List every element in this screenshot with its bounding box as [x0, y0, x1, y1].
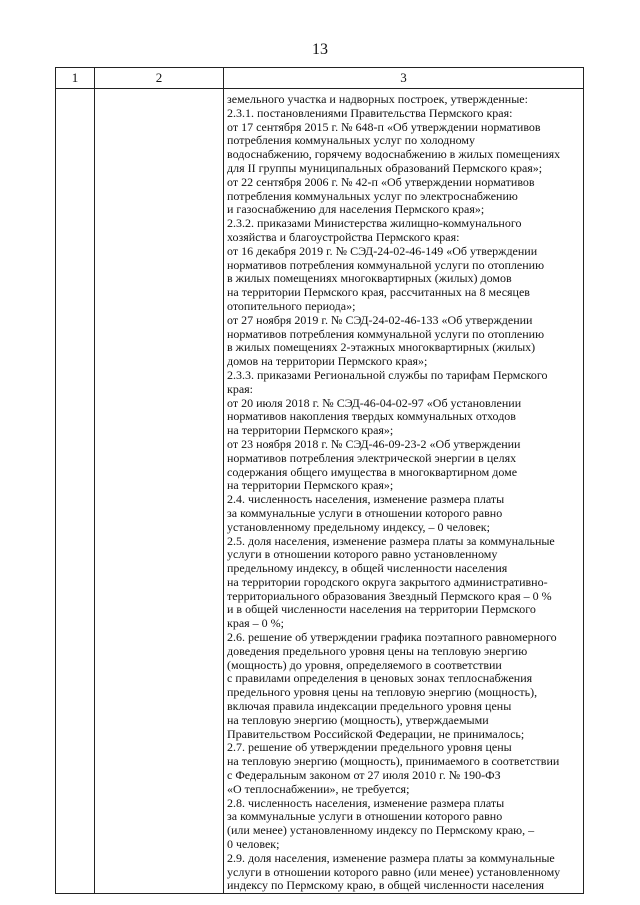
text-line: и газоснабжению для населения Пермского края»; — [227, 203, 485, 217]
text-line: отопительного периода»; — [227, 299, 356, 313]
text-line: потребления коммунальных услуг по холодному — [227, 134, 476, 148]
text-line: потребления коммунальных услуг по электроснабжению — [227, 189, 518, 203]
text-line: на тепловую энергию (мощность), утверждаемыми — [227, 713, 489, 727]
text-line: 2.7. решение об утверждении предельного уровня цены — [227, 741, 512, 755]
text-line: 0 человек; — [227, 838, 280, 852]
text-line: за коммунальные услуги в отношении которого равно — [227, 506, 503, 520]
text-line: на территории Пермского края»; — [227, 479, 394, 493]
text-line: земельного участка и надворных построек, утвержденные: — [227, 93, 528, 106]
text-line: в жилых помещениях многоквартирных (жилых) домов — [227, 272, 512, 286]
text-line: от 23 ноября 2018 г. № СЭД-46-09-23-2 «Об утверждении — [227, 437, 521, 451]
table-header-row — [56, 68, 584, 89]
text-line: услуги в отношении которого равно (или менее) установленному — [227, 865, 561, 879]
text-line: нормативов потребления электрической энергии в целях — [227, 451, 517, 465]
text-line: с правилами определения в ценовых зонах теплоснабжения — [227, 672, 533, 686]
column-1-cell — [56, 89, 95, 894]
text-line: от 22 сентября 2006 г. № 42-п «Об утверждении нормативов — [227, 175, 535, 189]
text-line: на территории городского округа закрытого административно- — [227, 575, 548, 589]
text-line: домов на территории Пермского края»; — [227, 355, 428, 369]
text-line: 2.8. численность населения, изменение размера платы — [227, 796, 505, 810]
text-line: 2.6. решение об утверждении графика поэтапного равномерного — [227, 631, 557, 645]
text-line: за коммунальные услуги в отношении которого равно — [227, 810, 503, 824]
content-lines — [227, 93, 583, 893]
column-header-1: 1 — [56, 68, 95, 89]
text-line: нормативов потребления коммунальной услуги по отоплению — [227, 258, 545, 272]
text-line: водоснабжению, горячему водоснабжению в жилых помещениях — [227, 148, 561, 162]
text-line: 2.3.2. приказами Министерства жилищно-коммунального — [227, 217, 522, 231]
text-line: установленному предельному индексу, – 0 человек; — [227, 520, 490, 534]
text-line: нормативов потребления коммунальной услуги по отоплению — [227, 327, 545, 341]
text-line: 2.3.1. постановлениями Правительства Пермского края: — [227, 106, 513, 120]
text-line: от 17 сентября 2015 г. № 648-п «Об утверждении нормативов — [227, 120, 541, 134]
text-line: предельному индексу, в общей численности населения — [227, 562, 508, 576]
text-line: предельного уровня цены на тепловую энергию (мощность), — [227, 686, 538, 700]
column-header-3: 3 — [224, 68, 584, 89]
text-line: включая правила индексации предельного уровня цены — [227, 700, 512, 714]
text-line: от 27 ноября 2019 г. № СЭД-24-02-46-133 «Об утверждении — [227, 313, 533, 327]
text-line: хозяйства и благоустройства Пермского края: — [227, 230, 460, 244]
text-line: содержания общего имущества в многоквартирном доме — [227, 465, 518, 479]
text-line: 2.4. численность населения, изменение размера платы — [227, 493, 505, 507]
column-3-content-cell — [224, 89, 584, 894]
text-line: от 20 июля 2018 г. № СЭД-46-04-02-97 «Об установлении — [227, 396, 522, 410]
column-2-cell — [95, 89, 224, 894]
text-line: для II группы муниципальных образований Пермского края»; — [227, 161, 543, 175]
column-header-2: 2 — [95, 68, 224, 89]
text-line: 2.9. доля населения, изменение размера платы за коммунальные — [227, 851, 555, 865]
text-line: края: — [227, 382, 254, 396]
text-line: (или менее) установленному индексу по Пермскому краю, – — [227, 824, 535, 838]
text-line: «О теплоснабжении», не требуется; — [227, 782, 410, 796]
text-line: Правительством Российской Федерации, не принималось; — [227, 727, 525, 741]
document-table — [55, 67, 584, 894]
text-line: индексу по Пермскому краю, в общей численности населения — [227, 879, 545, 893]
text-line: 2.3.3. приказами Региональной службы по тарифам Пермского — [227, 368, 548, 382]
text-line: услуги в отношении которого равно установленному — [227, 548, 498, 562]
text-line: на территории Пермского края, рассчитанных на 8 месяцев — [227, 286, 530, 300]
page-number: 13 — [312, 41, 328, 58]
text-line: доведения предельного уровня цены на тепловую энергию — [227, 644, 528, 658]
text-line: с Федеральным законом от 27 июля 2010 г. № 190-ФЗ — [227, 769, 501, 783]
table-row — [56, 89, 584, 894]
text-line: 2.5. доля населения, изменение размера платы за коммунальные — [227, 534, 555, 548]
text-line: нормативов накопления твердых коммунальных отходов — [227, 410, 516, 424]
text-line: края – 0 %; — [227, 617, 285, 631]
text-line: в жилых помещениях 2-этажных многоквартирных (жилых) — [227, 341, 536, 355]
text-line: на тепловую энергию (мощность), принимаемого в соответствии — [227, 755, 560, 769]
text-line: территориального образования Звездный Пермского края – 0 % — [227, 589, 552, 603]
text-line: и в общей численности населения на территории Пермского — [227, 603, 536, 617]
text-line: (мощность) до уровня, определяемого в соответствии — [227, 658, 502, 672]
text-line: от 16 декабря 2019 г. № СЭД-24-02-46-149 «Об утверждении — [227, 244, 538, 258]
text-line: на территории Пермского края»; — [227, 424, 394, 438]
